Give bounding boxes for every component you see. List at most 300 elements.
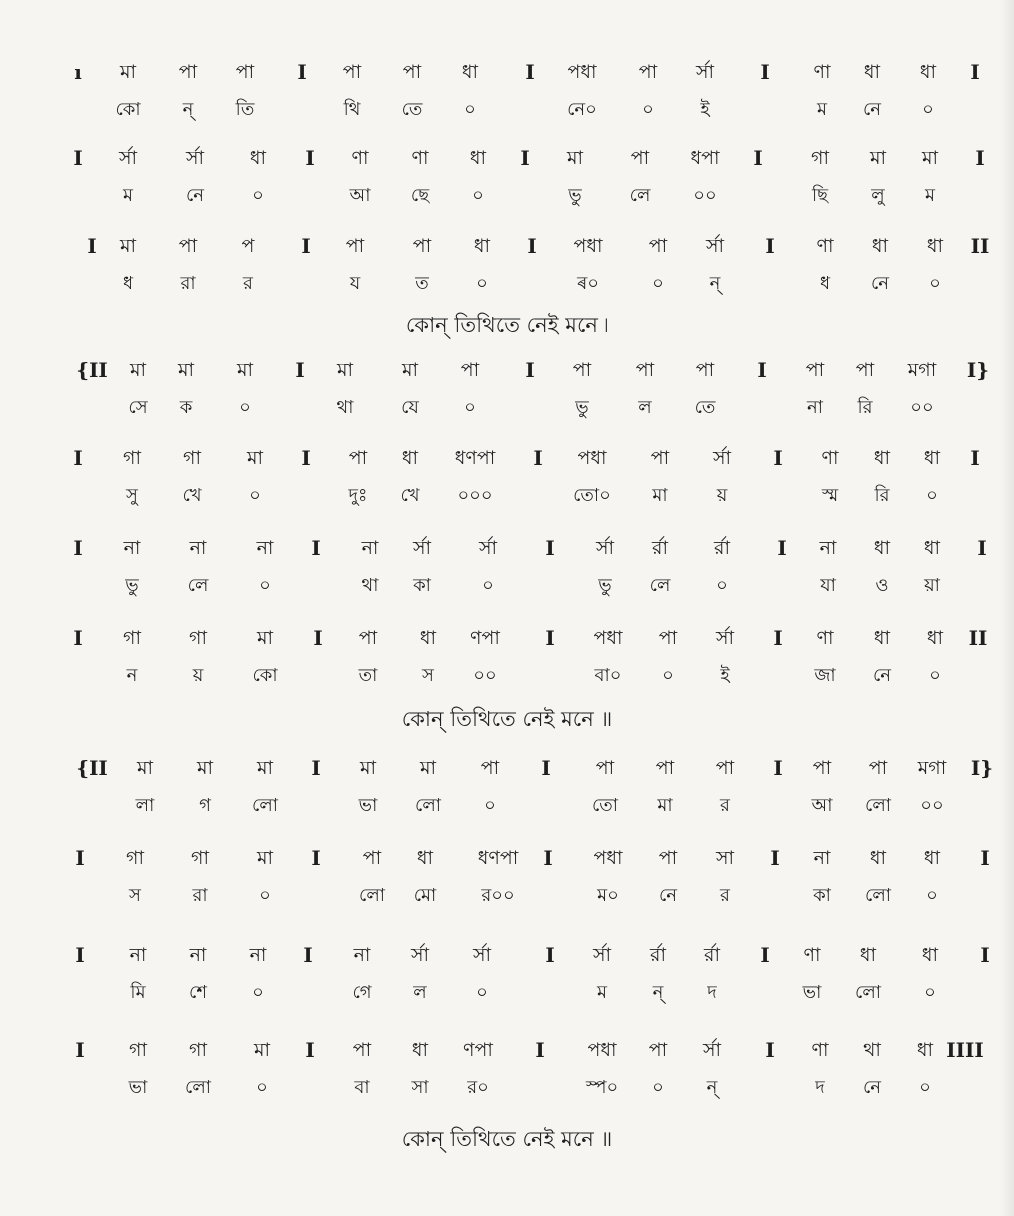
swara-line — [0, 1032, 1014, 1068]
swara-note: ধা — [923, 847, 941, 869]
refrain-line: কোন্ তিথিতে নেই মনে ॥ — [401, 707, 613, 731]
lyric-syllable: আ — [349, 185, 371, 206]
lyric-line — [0, 478, 1014, 514]
barline: I — [301, 234, 311, 258]
swara-note: ধপা — [690, 147, 720, 169]
lyric-syllable: কা — [413, 575, 431, 596]
lyric-syllable: ০ — [929, 273, 941, 294]
swara-note: ণপা — [470, 627, 500, 649]
lyric-syllable: ০০ — [910, 397, 934, 418]
lyric-syllable: সা — [411, 1077, 429, 1098]
barline: I} — [970, 756, 994, 780]
barline: I — [533, 446, 543, 470]
swara-note: মা — [236, 359, 254, 381]
barline: I — [527, 234, 537, 258]
barline: I — [980, 943, 990, 967]
lyric-syllable: ম — [597, 982, 607, 1003]
swara-note: পা — [572, 359, 592, 381]
swara-note: পা — [695, 359, 715, 381]
swara-note: না — [813, 847, 831, 869]
swara-line — [0, 352, 1014, 388]
swara-note: পা — [412, 235, 432, 257]
swara-note: পা — [855, 359, 875, 381]
lyric-syllable: ০ — [464, 397, 476, 418]
swara-note: মা — [921, 147, 939, 169]
lyric-syllable: ই — [700, 99, 710, 120]
barline: {II — [76, 756, 108, 780]
swara-note: ণা — [351, 147, 369, 169]
page-edge-shadow — [1000, 0, 1014, 1216]
lyric-syllable: ম — [925, 185, 935, 206]
swara-note: গা — [129, 1039, 147, 1061]
lyric-syllable: নে — [658, 885, 678, 906]
lyric-syllable: য় — [192, 665, 204, 686]
lyric-line — [0, 92, 1014, 128]
swara-note: গা — [189, 1039, 207, 1061]
stanza-3 — [0, 228, 1014, 308]
lyric-syllable: তা — [358, 665, 378, 686]
swara-note: মা — [256, 757, 274, 779]
barline: I — [311, 756, 321, 780]
lyric-syllable: মা — [652, 485, 668, 506]
swara-note: পা — [362, 847, 382, 869]
barline: I — [73, 626, 83, 650]
refrain-line: কো‌ন্ তিথিতে নেই মনে ৷ — [405, 313, 609, 337]
lyric-syllable: তে — [694, 397, 716, 418]
swara-note: পা — [235, 61, 255, 83]
swara-note: র্সা — [695, 61, 715, 83]
barline: I — [305, 146, 315, 170]
swara-line — [0, 440, 1014, 476]
swara-note: পা — [460, 359, 480, 381]
barline: I — [770, 846, 780, 870]
swara-note: মা — [196, 757, 214, 779]
barline: I — [75, 1038, 85, 1062]
swara-note: ণা — [821, 447, 839, 469]
lyric-syllable: লো — [185, 1077, 211, 1098]
swara-note: পা — [352, 1039, 372, 1061]
lyric-syllable: লে — [629, 185, 651, 206]
swara-note: মা — [246, 447, 264, 469]
swara-note: পধা — [567, 61, 597, 83]
lyric-syllable: রা — [180, 273, 196, 294]
swara-note: ধা — [873, 447, 891, 469]
swara-note: পা — [648, 1039, 668, 1061]
lyric-syllable: ভু — [125, 575, 139, 596]
barline: IIII — [946, 1038, 984, 1062]
swara-note: গা — [183, 447, 201, 469]
lyric-syllable: নে — [870, 273, 890, 294]
stanza-5 — [0, 440, 1014, 520]
swara-note: ধা — [923, 447, 941, 469]
lyric-line — [0, 1070, 1014, 1106]
lyric-syllable: ন্ — [652, 982, 664, 1003]
lyric-syllable: লে — [187, 575, 209, 596]
lyric-syllable: র০ — [467, 1077, 489, 1098]
barline: I — [311, 846, 321, 870]
lyric-syllable: য় — [716, 485, 728, 506]
lyric-syllable: ম — [817, 99, 827, 120]
lyric-line — [0, 878, 1014, 914]
swara-note: ধা — [473, 235, 491, 257]
swara-note: মা — [119, 235, 137, 257]
lyric-syllable: খে — [400, 485, 420, 506]
lyric-syllable: না — [807, 397, 823, 418]
lyric-syllable: র — [720, 795, 730, 816]
lyric-syllable: ০০ — [920, 795, 944, 816]
lyric-syllable: স্ম — [821, 485, 839, 506]
barline: I — [765, 234, 775, 258]
swara-note: ণা — [816, 235, 834, 257]
lyric-syllable: যা — [820, 575, 836, 596]
lyric-syllable: শে — [189, 982, 207, 1003]
barline: I — [525, 60, 535, 84]
refrain-line: কোন্ তিথিতে নেই মনে ॥ — [401, 1127, 613, 1151]
lyric-syllable: ০ — [716, 575, 728, 596]
lyric-syllable: লো — [855, 982, 881, 1003]
lyric-syllable: ও — [875, 575, 889, 596]
swara-note: গা — [123, 627, 141, 649]
lyric-syllable: স্প০ — [585, 1077, 619, 1098]
swara-note: র্সা — [412, 537, 432, 559]
barline: I — [753, 146, 763, 170]
lyric-syllable: ০ — [652, 273, 664, 294]
swara-note: মা — [419, 757, 437, 779]
barline: I — [773, 756, 783, 780]
swara-note: র্সা — [410, 944, 430, 966]
lyric-syllable: ভু — [568, 185, 582, 206]
swara-note: না — [256, 537, 274, 559]
barline: I — [773, 446, 783, 470]
swara-note: র্সা — [118, 147, 138, 169]
swara-note: ধা — [461, 61, 479, 83]
swara-note: ধা — [419, 627, 437, 649]
barline: I — [520, 146, 530, 170]
lyric-syllable: ০ — [259, 575, 271, 596]
lyric-syllable: ০ — [259, 885, 271, 906]
swara-note: পা — [402, 61, 422, 83]
swara-note: র্সা — [715, 627, 735, 649]
swara-note: পা — [348, 447, 368, 469]
stanza-1 — [0, 54, 1014, 134]
swara-note: পধা — [593, 847, 623, 869]
lyric-syllable: জা — [814, 665, 836, 686]
lyric-syllable: ছি — [811, 185, 829, 206]
barline: I — [980, 846, 990, 870]
swara-note: পধা — [577, 447, 607, 469]
lyric-syllable: ৰ০ — [577, 273, 599, 294]
swara-note: পা — [630, 147, 650, 169]
lyric-syllable: ন — [126, 665, 138, 686]
barline: I — [545, 626, 555, 650]
swara-note: র্সা — [478, 537, 498, 559]
swara-note: না — [189, 944, 207, 966]
swara-note: পা — [178, 61, 198, 83]
lyric-syllable: ক — [179, 397, 193, 418]
swara-note: পা — [658, 627, 678, 649]
lyric-line — [0, 178, 1014, 214]
swara-note: মা — [136, 757, 154, 779]
barline: I — [970, 446, 980, 470]
lyric-syllable: লো — [865, 885, 891, 906]
swara-note: ধা — [863, 61, 881, 83]
lyric-syllable: ভু — [575, 397, 589, 418]
lyric-syllable: রি — [857, 397, 873, 418]
barline: I — [313, 626, 323, 650]
barline: ı — [74, 60, 82, 84]
swara-note: মা — [129, 359, 147, 381]
lyric-syllable: ০ — [256, 1077, 268, 1098]
swara-note: না — [353, 944, 371, 966]
swara-note: গা — [811, 147, 829, 169]
barline: II — [968, 626, 988, 650]
lyric-syllable: ০০ — [473, 665, 497, 686]
barline: I — [87, 234, 97, 258]
swara-note: না — [819, 537, 837, 559]
swara-note: পা — [178, 235, 198, 257]
lyric-syllable: ত — [415, 273, 429, 294]
swara-note: না — [129, 944, 147, 966]
swara-note: না — [249, 944, 267, 966]
swara-note: ধা — [926, 627, 944, 649]
lyric-syllable: ০ — [642, 99, 654, 120]
lyric-syllable: ছে — [410, 185, 430, 206]
swara-note: মা — [256, 627, 274, 649]
swara-note: মা — [119, 61, 137, 83]
barline: I — [73, 536, 83, 560]
swara-note: পা — [635, 359, 655, 381]
lyric-syllable: র — [720, 885, 730, 906]
lyric-syllable: লো — [865, 795, 891, 816]
barline: I — [73, 146, 83, 170]
swara-note: পা — [715, 757, 735, 779]
lyric-syllable: লো — [252, 795, 278, 816]
lyric-syllable: ০ — [922, 99, 934, 120]
lyric-line — [0, 788, 1014, 824]
lyric-syllable: মা — [657, 795, 673, 816]
swara-note: র্সা — [705, 235, 725, 257]
lyric-syllable: থি — [343, 99, 361, 120]
lyric-syllable: ০ — [464, 99, 476, 120]
swara-note: র্সা — [712, 447, 732, 469]
swara-note: ধা — [916, 1039, 934, 1061]
swara-note: ধা — [921, 944, 939, 966]
stanza-9 — [0, 840, 1014, 920]
lyric-syllable: নে — [872, 665, 892, 686]
stanza-11 — [0, 1032, 1014, 1112]
lyric-syllable: ল — [638, 397, 652, 418]
lyric-line — [0, 390, 1014, 426]
lyric-syllable: ০০০ — [457, 485, 493, 506]
swara-note: ধা — [873, 537, 891, 559]
barline: I — [970, 60, 980, 84]
lyric-syllable: ০ — [652, 1077, 664, 1098]
barline: I — [297, 60, 307, 84]
barline: I — [75, 846, 85, 870]
swara-line — [0, 937, 1014, 973]
stanza-8 — [0, 750, 1014, 830]
swara-note: ধণপা — [454, 447, 496, 469]
swara-note: ণা — [816, 627, 834, 649]
lyric-syllable: মি — [130, 982, 146, 1003]
swara-note: র্রা — [650, 944, 666, 966]
barline: I — [301, 446, 311, 470]
lyric-syllable: ০ — [476, 273, 488, 294]
lyric-syllable: ন্ — [709, 273, 721, 294]
swara-note: পা — [358, 627, 378, 649]
barline: I — [777, 536, 787, 560]
swara-note: সা — [715, 847, 735, 869]
lyric-syllable: ভু — [598, 575, 612, 596]
swara-note: মা — [336, 359, 354, 381]
lyric-syllable: লো — [359, 885, 385, 906]
lyric-syllable: ধ — [122, 273, 134, 294]
swara-note: পা — [868, 757, 888, 779]
swara-note: গা — [191, 847, 209, 869]
swara-note: ধা — [923, 537, 941, 559]
stanza-10 — [0, 937, 1014, 1017]
lyric-syllable: ন্ — [182, 99, 194, 120]
swara-note: র্রা — [704, 944, 720, 966]
lyric-syllable: ল — [413, 982, 427, 1003]
lyric-syllable: কো — [115, 99, 141, 120]
lyric-syllable: সে — [128, 397, 148, 418]
barline: I — [73, 446, 83, 470]
swara-line — [0, 54, 1014, 90]
lyric-syllable: সু — [126, 485, 138, 506]
swara-note: ণপা — [463, 1039, 493, 1061]
lyric-syllable: গ — [199, 795, 211, 816]
swara-line — [0, 620, 1014, 656]
swara-note: মা — [566, 147, 584, 169]
swara-note: পধা — [573, 235, 603, 257]
swara-note: প — [241, 235, 255, 257]
lyric-syllable: লে — [649, 575, 671, 596]
lyric-syllable: গে — [352, 982, 372, 1003]
swara-note: ণা — [411, 147, 429, 169]
lyric-syllable: ম০ — [597, 885, 619, 906]
swara-note: পধা — [587, 1039, 617, 1061]
swara-note: ধা — [919, 61, 937, 83]
lyric-syllable: খে — [182, 485, 202, 506]
lyric-syllable: দুঃ — [348, 485, 368, 506]
lyric-syllable: থা — [361, 575, 379, 596]
swara-note: পা — [480, 757, 500, 779]
lyric-syllable: ম — [123, 185, 133, 206]
swara-note: ধা — [411, 1039, 429, 1061]
barline: I — [541, 756, 551, 780]
swara-note: মা — [256, 847, 274, 869]
swara-line — [0, 530, 1014, 566]
lyric-syllable: ভা — [802, 982, 822, 1003]
swara-note: ধা — [416, 847, 434, 869]
lyric-syllable: ০ — [919, 1077, 931, 1098]
barline: I — [311, 536, 321, 560]
barline: I} — [966, 358, 990, 382]
barline: I — [760, 60, 770, 84]
lyric-line — [0, 568, 1014, 604]
barline: I — [535, 1038, 545, 1062]
lyric-syllable: ০ — [926, 885, 938, 906]
swara-note: পা — [812, 757, 832, 779]
swara-note: পা — [638, 61, 658, 83]
swara-note: র্সা — [595, 537, 615, 559]
lyric-syllable: রি — [874, 485, 890, 506]
swara-note: ধা — [401, 447, 419, 469]
lyric-syllable: লো — [415, 795, 441, 816]
lyric-syllable: ০ — [472, 185, 484, 206]
lyric-syllable: ০ — [926, 485, 938, 506]
swara-line — [0, 140, 1014, 176]
swara-note: মা — [359, 757, 377, 779]
lyric-syllable: ভা — [128, 1077, 148, 1098]
barline: I — [543, 846, 553, 870]
swara-note: ধা — [859, 944, 877, 966]
lyric-syllable: ০ — [476, 982, 488, 1003]
lyric-line — [0, 266, 1014, 302]
lyric-line — [0, 658, 1014, 694]
swara-note: ধা — [871, 235, 889, 257]
swara-note: গা — [123, 447, 141, 469]
swara-note: ণা — [813, 61, 831, 83]
barline: I — [295, 358, 305, 382]
lyric-syllable: ০ — [249, 485, 261, 506]
lyric-line — [0, 975, 1014, 1011]
lyric-syllable: কো — [252, 665, 278, 686]
swara-note: না — [361, 537, 379, 559]
swara-note: পা — [658, 847, 678, 869]
swara-note: মা — [253, 1039, 271, 1061]
lyric-syllable: মো — [413, 885, 437, 906]
swara-note: পা — [342, 61, 362, 83]
lyric-syllable: নে — [862, 1077, 882, 1098]
swara-note: ধা — [926, 235, 944, 257]
lyric-syllable: আ — [811, 795, 833, 816]
swara-note: পধা — [593, 627, 623, 649]
swara-note: মা — [177, 359, 195, 381]
swara-line — [0, 228, 1014, 264]
swara-note: গা — [126, 847, 144, 869]
lyric-syllable: য়া — [924, 575, 940, 596]
lyric-syllable: কা — [813, 885, 831, 906]
barline: I — [303, 943, 313, 967]
swara-note: পা — [650, 447, 670, 469]
lyric-syllable: তো০ — [573, 485, 611, 506]
lyric-syllable: ০ — [484, 795, 496, 816]
lyric-syllable: র — [243, 273, 253, 294]
stanza-7 — [0, 620, 1014, 700]
barline: I — [545, 943, 555, 967]
lyric-syllable: নে — [862, 99, 882, 120]
barline: I — [757, 358, 767, 382]
swara-note: র্রা — [714, 537, 730, 559]
swara-note: ধণপা — [477, 847, 519, 869]
swara-note: পা — [655, 757, 675, 779]
swara-note: ধা — [873, 627, 891, 649]
swara-note: র্সা — [472, 944, 492, 966]
stanza-4 — [0, 352, 1014, 432]
barline: II — [970, 234, 990, 258]
barline: I — [545, 536, 555, 560]
stanza-6 — [0, 530, 1014, 610]
lyric-syllable: তে — [401, 99, 423, 120]
lyric-syllable: ০ — [929, 665, 941, 686]
lyric-syllable: স — [129, 885, 141, 906]
lyric-syllable: নে০ — [567, 99, 597, 120]
swara-note: না — [123, 537, 141, 559]
lyric-syllable: য — [349, 273, 361, 294]
swara-note: না — [189, 537, 207, 559]
